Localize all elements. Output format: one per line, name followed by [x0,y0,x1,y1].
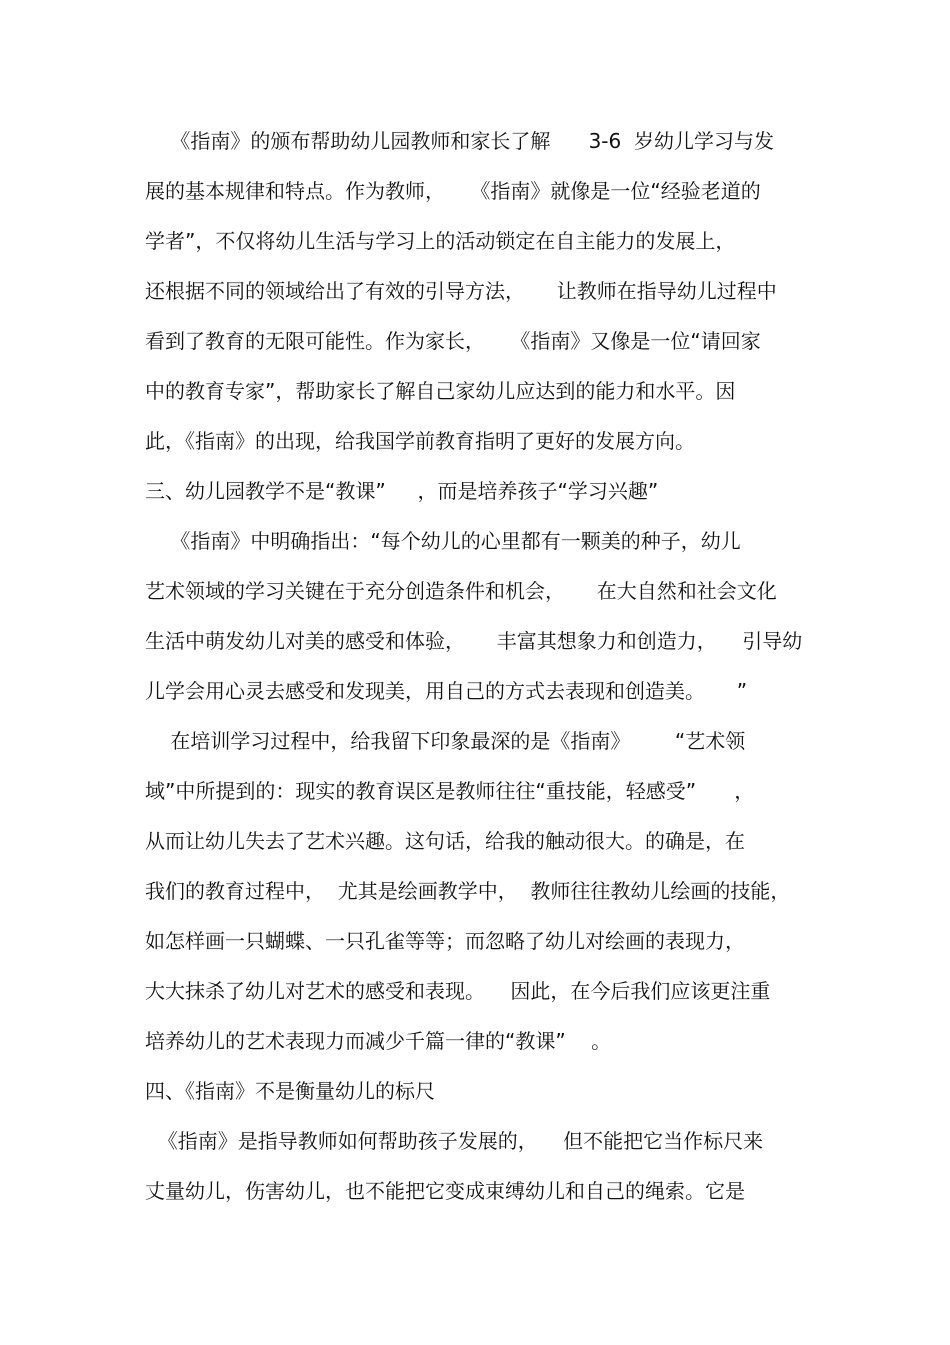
text-line: 艺术领域的学习关键在于充分创造条件和机会， 在大自然和社会文化 [145,579,777,603]
text-line: 儿学会用心灵去感受和发现美，用自己的方式去表现和创造美。 ” [145,679,748,703]
text-line: 如怎样画一只蝴蝶、一只孔雀等等；而忽略了幼儿对绘画的表现力， [145,929,745,953]
text-line: 此，《指南》的出现，给我国学前教育指明了更好的发展方向。 [145,429,695,453]
text-line: 中的教育专家”，帮助家长了解自己家幼儿应达到的能力和水平。因 [145,379,736,403]
text-line: 《指南》中明确指出：“每个幼儿的心里都有一颗美的种子，幼儿 [145,529,741,553]
text-line: 看到了教育的无限可能性。作为家长， 《指南》又像是一位“请回家 [145,329,761,353]
text-line: 培养幼儿的艺术表现力而减少千篇一律的“教课” 。 [145,1029,612,1053]
text-line: 在培训学习过程中，给我留下印象最深的是《指南》 “艺术领 [145,729,746,753]
text-line: 《指南》是指导教师如何帮助孩子发展的， 但不能把它当作标尺来 [145,1129,764,1153]
section-heading: 三、幼儿园教学不是“教课” ，而是培养孩子“学习兴趣” [145,479,659,503]
section-heading: 四、《指南》不是衡量幼儿的标尺 [145,1079,435,1103]
text-line: 还根据不同的领域给出了有效的引导方法， 让教师在指导幼儿过程中 [145,279,777,303]
text-line: 我们的教育过程中， 尤其是绘画教学中， 教师往往教幼儿绘画的技能， [145,879,791,903]
text-line: 从而让幼儿失去了艺术兴趣。这句话，给我的触动很大。的确是，在 [145,829,745,853]
text-line: 学者”，不仅将幼儿生活与学习上的活动锁定在自主能力的发展上， [145,229,736,253]
text-line: 丈量幼儿，伤害幼儿，也不能把它变成束缚幼儿和自己的绳索。它是 [145,1179,745,1203]
text-line: 域”中所提到的：现实的教育误区是教师往往“重技能，轻感受” ， [145,779,755,803]
text-line: 展的基本规律和特点。作为教师， 《指南》就像是一位“经验老道的 [145,179,761,203]
text-line: 生活中萌发幼儿对美的感受和体验， 丰富其想象力和创造力， 引导幼 [145,629,803,653]
text-line: 大大抹杀了幼儿对艺术的感受和表现。 因此，在今后我们应该更注重 [145,979,771,1003]
text-line: 《指南》的颁布帮助幼儿园教师和家长了解 3-6 岁幼儿学习与发 [145,129,774,153]
